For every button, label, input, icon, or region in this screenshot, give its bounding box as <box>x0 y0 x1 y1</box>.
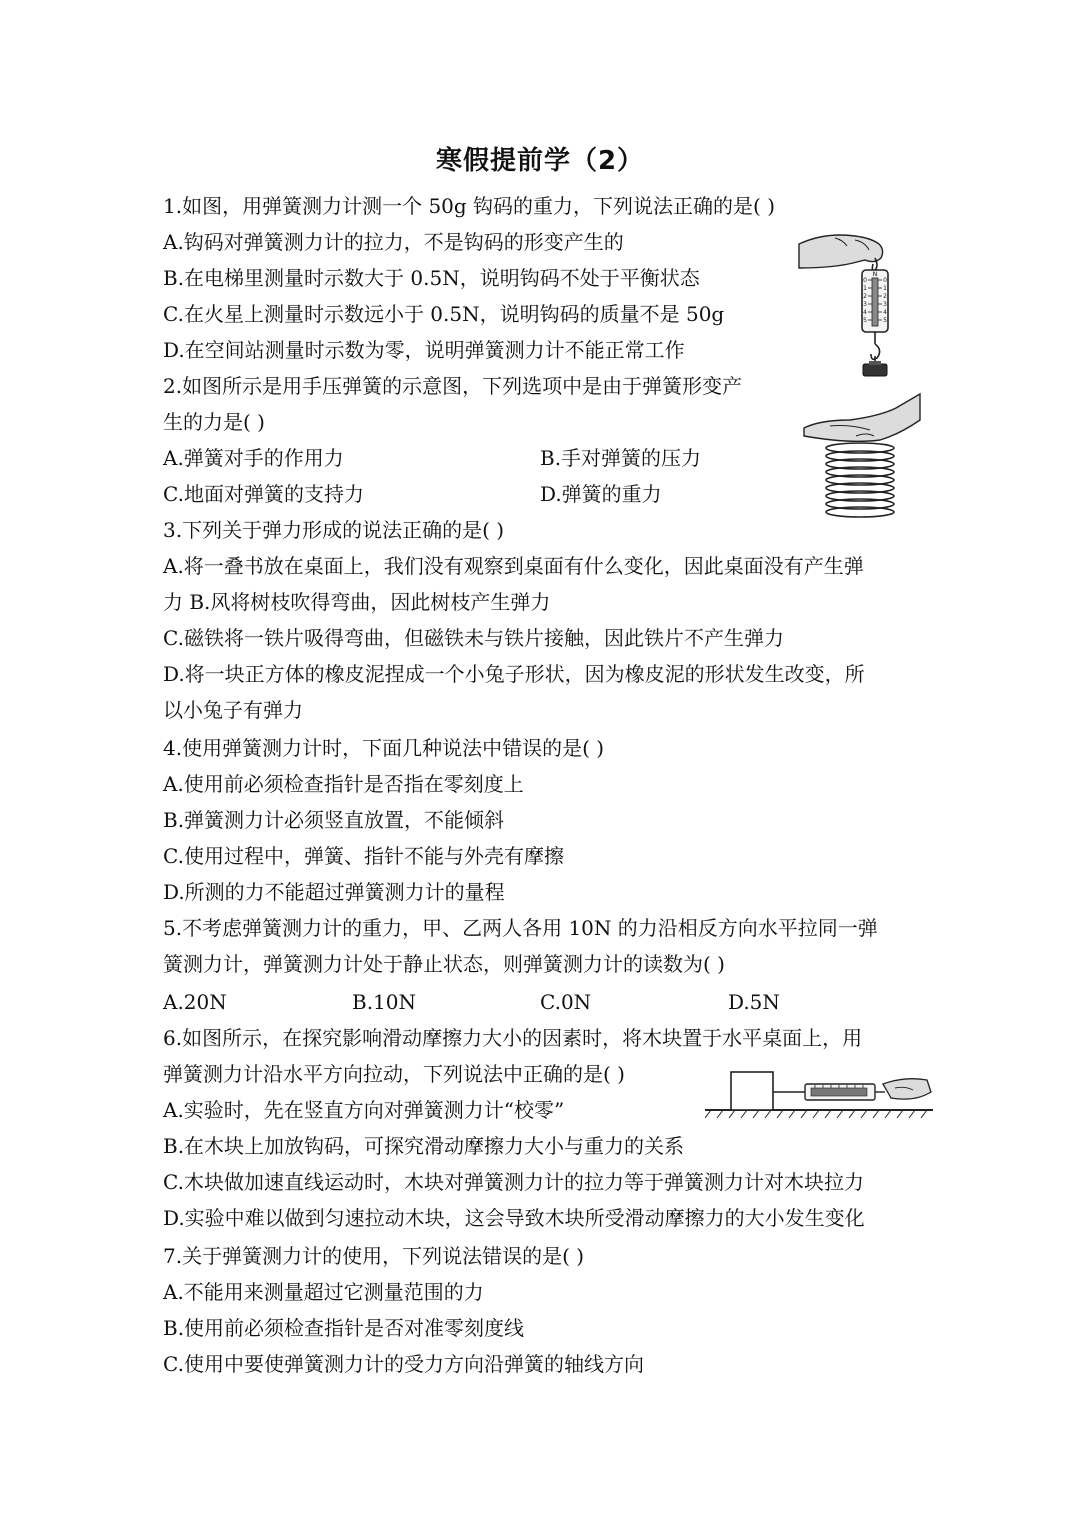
scale-mark-3: 3 <box>863 301 867 308</box>
q6-option-c: C.木块做加速直线运动时，木块对弹簧测力计的拉力等于弹簧测力计对木块拉力 <box>163 1170 864 1194</box>
q2-stem-line-1: 2.如图所示是用手压弹簧的示意图，下列选项中是由于弹簧形变产 <box>163 374 743 398</box>
q6-option-a: A.实验时，先在竖直方向对弹簧测力计“校零” <box>163 1098 565 1122</box>
scale-mark-0-right: 0 <box>883 277 887 284</box>
q6-stem-line-2: 弹簧测力计沿水平方向拉动，下列说法中正确的是( ) <box>163 1062 625 1086</box>
q1-option-c: C.在火星上测量时示数远小于 0.5N，说明钩码的质量不是 50g <box>163 302 725 326</box>
q7-option-a: A.不能用来测量超过它测量范围的力 <box>163 1280 484 1304</box>
friction-experiment-figure <box>705 1066 935 1120</box>
scale-unit-label: N <box>872 271 878 278</box>
q5-option-c: C.0N <box>540 990 592 1014</box>
scale-mark-3-right: 3 <box>883 301 887 308</box>
scale-mark-5-right: 5 <box>883 317 887 324</box>
q4-option-c: C.使用过程中，弹簧、指针不能与外壳有摩擦 <box>163 844 564 868</box>
q3-option-a-line-2: 力 B.风将树枝吹得弯曲，因此树枝产生弹力 <box>163 590 551 614</box>
q3-option-c: C.磁铁将一铁片吸得弯曲，但磁铁未与铁片接触，因此铁片不产生弹力 <box>163 626 784 650</box>
q7-option-c: C.使用中要使弹簧测力计的受力方向沿弹簧的轴线方向 <box>163 1352 644 1376</box>
q3-option-d-line-1: D.将一块正方体的橡皮泥捏成一个小兔子形状，因为橡皮泥的形状发生改变，所 <box>163 662 865 686</box>
scale-mark-2-right: 2 <box>883 293 887 300</box>
q5-stem-line-2: 簧测力计，弹簧测力计处于静止状态，则弹簧测力计的读数为( ) <box>163 952 725 976</box>
q2-stem-line-2: 生的力是( ) <box>163 410 265 434</box>
q4-option-a: A.使用前必须检查指针是否指在零刻度上 <box>163 772 524 796</box>
q2-option-b: B.手对弹簧的压力 <box>540 446 702 470</box>
spring-scale-figure <box>795 228 905 384</box>
q3-option-a-line-1: A.将一叠书放在桌面上，我们没有观察到桌面有什么变化，因此桌面没有产生弹 <box>163 554 864 578</box>
q1-option-a: A.钩码对弹簧测力计的拉力，不是钩码的形变产生的 <box>163 230 624 254</box>
q5-option-a: A.20N <box>163 990 227 1014</box>
q7-option-b: B.使用前必须检查指针是否对准零刻度线 <box>163 1316 525 1340</box>
q1-option-d: D.在空间站测量时示数为零，说明弹簧测力计不能正常工作 <box>163 338 685 362</box>
q3-stem: 3.下列关于弹力形成的说法正确的是( ) <box>163 518 505 542</box>
q5-option-d: D.5N <box>728 990 780 1014</box>
q2-option-a: A.弹簧对手的作用力 <box>163 446 344 470</box>
q1-stem: 1.如图，用弹簧测力计测一个 50g 钩码的重力，下列说法正确的是( ) <box>163 194 776 218</box>
q3-option-d-line-2: 以小兔子有弹力 <box>163 698 303 722</box>
q6-option-d: D.实验中难以做到匀速拉动木块，这会导致木块所受滑动摩擦力的大小发生变化 <box>163 1206 865 1230</box>
q2-option-c: C.地面对弹簧的支持力 <box>163 482 364 506</box>
page-title: 寒假提前学（2） <box>435 146 645 176</box>
scale-mark-1: 1 <box>863 285 867 292</box>
scale-mark-5: 5 <box>863 317 867 324</box>
q4-stem: 4.使用弹簧测力计时，下面几种说法中错误的是( ) <box>163 736 605 760</box>
q5-stem-line-1: 5.不考虑弹簧测力计的重力，甲、乙两人各用 10N 的力沿相反方向水平拉同一弹 <box>163 916 878 940</box>
q7-stem: 7.关于弹簧测力计的使用，下列说法错误的是( ) <box>163 1244 585 1268</box>
q4-option-d: D.所测的力不能超过弹簧测力计的量程 <box>163 880 505 904</box>
q5-option-b: B.10N <box>352 990 417 1014</box>
scale-mark-4: 4 <box>863 309 867 316</box>
q4-option-b: B.弹簧测力计必须竖直放置，不能倾斜 <box>163 808 505 832</box>
scale-mark-0: 0 <box>863 277 867 284</box>
scale-mark-4-right: 4 <box>883 309 887 316</box>
q1-option-b: B.在电梯里测量时示数大于 0.5N，说明钩码不处于平衡状态 <box>163 266 700 290</box>
scale-mark-2: 2 <box>863 293 867 300</box>
q2-option-d: D.弹簧的重力 <box>540 482 662 506</box>
scale-mark-1-right: 1 <box>883 285 887 292</box>
hand-pressing-spring-figure <box>800 390 925 524</box>
q6-option-b: B.在木块上加放钩码，可探究滑动摩擦力大小与重力的关系 <box>163 1134 685 1158</box>
q6-stem-line-1: 6.如图所示，在探究影响滑动摩擦力大小的因素时，将木块置于水平桌面上，用 <box>163 1026 863 1050</box>
